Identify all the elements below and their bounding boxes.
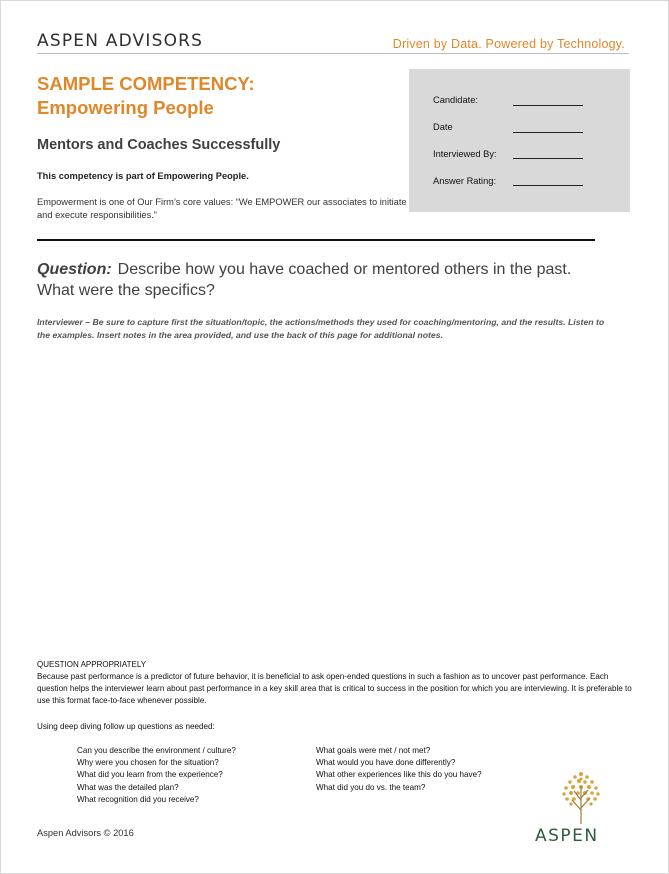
interviewed-by-field[interactable] [513, 158, 583, 159]
answer-rating-label: Answer Rating: [433, 176, 497, 186]
page-title-line-1: SAMPLE COMPETENCY: [37, 73, 255, 94]
footer-copyright: Aspen Advisors © 2016 [37, 828, 134, 838]
follow-up-questions-left [77, 745, 236, 806]
follow-up-question: Why were you chosen for the situation? [77, 758, 219, 768]
header-tagline: Driven by Data. Powered by Technology. [392, 37, 625, 51]
competency-part-of: This competency is part of Empowering People. [37, 171, 249, 181]
page-title-line-2: Empowering People [37, 97, 214, 118]
answer-rating-field[interactable] [513, 185, 583, 186]
question-label: Question: [37, 261, 112, 278]
header-logo: ASPEN ADVISORS [37, 31, 204, 51]
candidate-field[interactable] [513, 105, 583, 106]
interviewed-by-label: Interviewed By: [433, 149, 497, 159]
question-appropriately-heading: QUESTION APPROPRIATELY [37, 660, 147, 669]
follow-up-question: What other experiences like this do you have? [316, 770, 482, 780]
core-values-text: Empowerment is one of Our Firm’s core values: “We EMPOWER our associates to initiate and execute responsibilities.” [37, 197, 407, 220]
interview-question [37, 259, 607, 301]
question-text: Describe how you have coached or mentored others in the past. What were the specifics? [37, 261, 572, 299]
aspen-tree-icon [557, 766, 605, 826]
candidate-info-box [409, 69, 630, 212]
header-rule [37, 53, 629, 54]
follow-up-question: What did you learn from the experience? [77, 770, 223, 780]
follow-up-questions-right [316, 745, 482, 794]
date-field[interactable] [513, 132, 583, 133]
follow-up-question: What would you have done differently? [316, 758, 456, 768]
follow-up-question: What did you do vs. the team? [316, 782, 426, 792]
section-divider [37, 239, 595, 241]
follow-up-question: Can you describe the environment / culture? [77, 746, 236, 755]
follow-up-question: What recognition did you receive? [77, 794, 199, 804]
follow-up-question: What goals were met / not met? [316, 746, 431, 755]
follow-up-question: What was the detailed plan? [77, 782, 179, 792]
competency-subtitle: Mentors and Coaches Successfully [37, 137, 281, 153]
interviewer-instructions: Interviewer – Be sure to capture first the situation/topic, the actions/methods they used for coaching/mentoring, and the results. Listen to the examples. Insert notes in the area provided, and use the back of this page for additional notes. [37, 317, 605, 340]
deep-diving-intro: Using deep diving follow up questions as needed: [37, 722, 215, 731]
candidate-label: Candidate: [433, 95, 478, 105]
date-label: Date [433, 122, 453, 132]
question-appropriately-body: Because past performance is a predictor of future behavior, it is beneficial to ask open-ended questions in such a fashion as to uncover past performance. Each question helps the interviewer learn about past performance in a key skill area that is critical to success in the position for which you are interviewing. It is preferable to use this format face-to-face whenever possible. [37, 672, 632, 706]
footer-logo-word: ASPEN [535, 826, 599, 846]
